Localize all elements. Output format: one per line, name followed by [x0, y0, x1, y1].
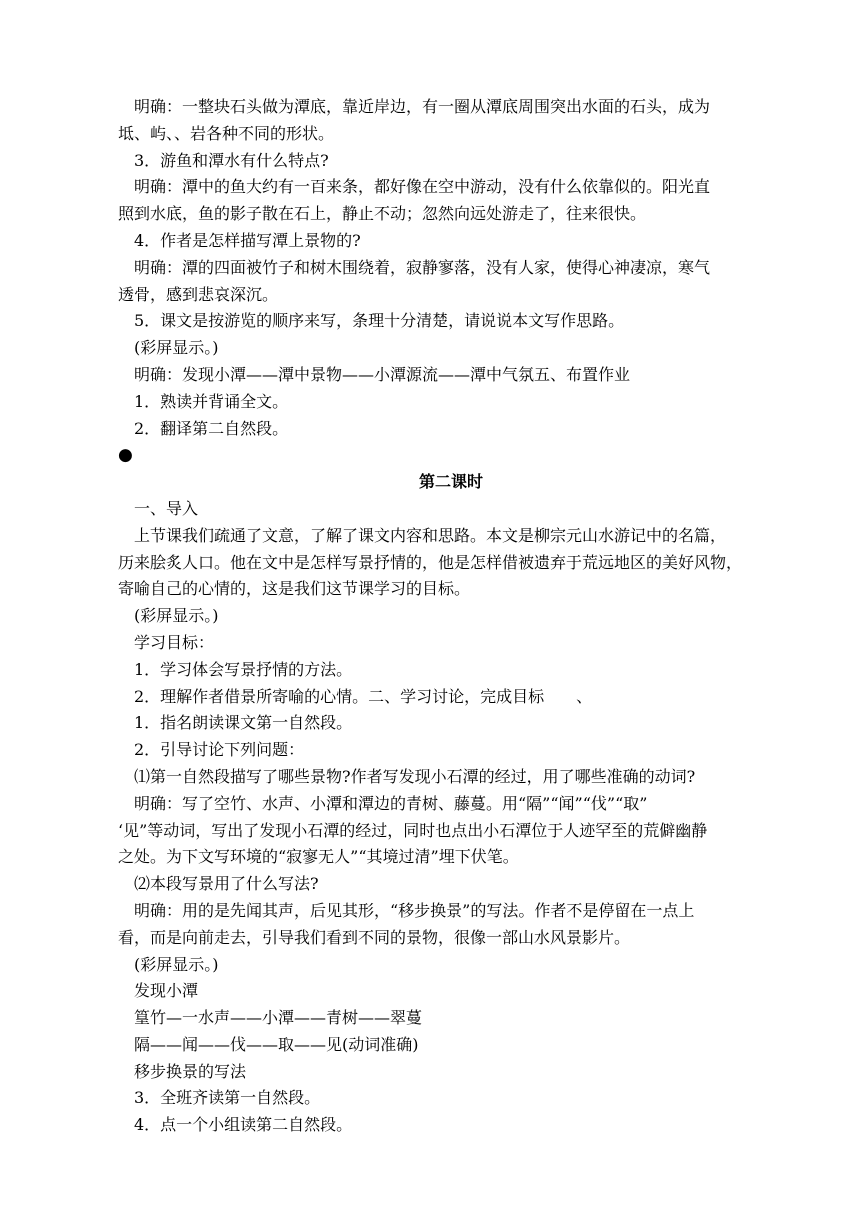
question-line: 5．课文是按游览的顺序来写，条理十分清楚，请说说本文写作思路。 — [134, 311, 625, 331]
bullet-icon: ● — [118, 445, 133, 466]
question-line: ⑴第一自然段描写了哪些景物?作者写发现小石潭的经过，用了哪些准确的动词? — [134, 766, 696, 786]
paragraph-line: 看，而是向前走去，引导我们看到不同的景物，很像一部山水风景影片。 — [118, 927, 631, 947]
subheading-line: 学习目标： — [134, 632, 215, 652]
list-item: 3．全班齐读第一自然段。 — [134, 1088, 321, 1108]
paragraph-line: 历来脍炙人口。他在文中是怎样写景抒情的，他是怎样借被遗弃于荒远地区的美好风物， — [118, 552, 743, 572]
section-heading: 第二课时 — [418, 472, 483, 492]
board-line: 篁竹—一水声——小潭——青树——翠蔓 — [134, 1008, 423, 1028]
board-line: 移步换景的写法 — [134, 1061, 247, 1081]
paragraph-line: 坻、屿、、岩各种不同的形状。 — [118, 123, 335, 143]
paragraph-line: 透骨，感到悲哀深沉。 — [118, 284, 279, 304]
list-item: 2．引导讨论下列问题： — [134, 740, 305, 760]
paragraph-line: 明确：潭中的鱼大约有一百来条，都好像在空中游动，没有什么依靠似的。阳光直 — [134, 177, 711, 197]
paragraph-line: 明确：一整块石头做为潭底，靠近岸边，有一圈从潭底周围突出水面的石头，成为 — [134, 97, 711, 116]
paragraph-line: ‘见”等动词，写出了发现小石潭的经过，同时也点出小石潭位于人迹罕至的荒僻幽静 — [118, 820, 708, 840]
note-line: (彩屏显示。) — [134, 606, 219, 626]
list-item: 4．点一个小组读第二自然段。 — [134, 1115, 353, 1135]
question-line: ⑵本段写景用了什么写法? — [134, 874, 319, 894]
note-line: (彩屏显示。) — [134, 338, 219, 358]
subheading-line: 一、导入 — [134, 498, 199, 518]
paragraph-line: 上节课我们疏通了文意，了解了课文内容和思路。本文是柳宗元山水游记中的名篇， — [134, 525, 727, 545]
list-item: 2．翻译第二自然段。 — [134, 418, 289, 438]
paragraph-line: 明确：潭的四面被竹子和树木围绕着，寂静寥落，没有人家，使得心神凄凉，寒气 — [134, 257, 711, 277]
board-line: 隔——闻——伐——取——见(动词准确) — [134, 1034, 419, 1054]
list-item: 1．熟读并背诵全文。 — [134, 391, 289, 411]
paragraph-line: 明确：用的是先闻其声，后见其形，“移步换景”的写法。作者不是停留在一点上 — [134, 900, 695, 920]
list-item: 1．学习体会写景抒情的方法。 — [134, 659, 353, 679]
list-item: 1．指名朗读课文第一自然段。 — [134, 713, 353, 733]
paragraph-line: 寄喻自己的心情的，这是我们这节课学习的目标。 — [118, 579, 471, 599]
question-line: 4．作者是怎样描写潭上景物的? — [134, 230, 361, 250]
question-line: 3．游鱼和潭水有什么特点? — [134, 150, 329, 170]
list-item: 2．理解作者借景所寄喻的心情。二、学习讨论，完成目标 、 — [134, 686, 593, 706]
document-body — [118, 94, 768, 1139]
paragraph-line: 明确：发现小潭——潭中景物——小潭源流——潭中气氛五、布置作业 — [134, 364, 631, 384]
board-line: 发现小潭 — [134, 981, 199, 1001]
paragraph-line: 明确：写了空竹、水声、小潭和潭边的青树、藤蔓。用“隔”“闻”“伐”“取” — [134, 793, 648, 813]
note-line: (彩屏显示。) — [134, 954, 219, 974]
paragraph-line: 照到水底，鱼的影子散在石上，静止不动；忽然向远处游走了，往来很快。 — [118, 204, 647, 224]
paragraph-line: 之处。为下文写环境的“寂寥无人”“其境过清”埋下伏笔。 — [118, 847, 519, 867]
